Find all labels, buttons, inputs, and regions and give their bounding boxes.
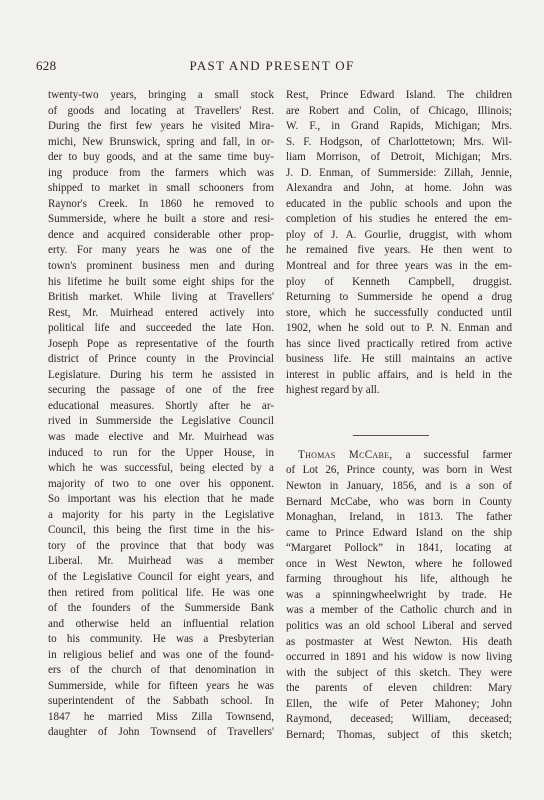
mccabe-biography: [286, 448, 512, 743]
text-line: are Robert and Colin, of Chicago, Illinois;: [286, 104, 512, 117]
text-line: farming throughout his life, although he: [286, 573, 512, 586]
text-line: Bernard McCabe, who was born in County: [286, 495, 512, 508]
text-line: Raynor's Creek. In 1860 he removed to: [48, 197, 274, 210]
text-line: der to buy goods, and at the same time buy-: [48, 151, 274, 164]
text-line: During the first few years he visited Mira-: [48, 120, 274, 133]
text-line: securing the passage of one of the free: [48, 384, 274, 397]
text-line: was a member of the Catholic church and in: [286, 604, 512, 617]
text-line: his lifetime he built some eight ships for the: [48, 275, 274, 288]
text-line: Joseph Pope as representative of the fourth: [48, 337, 274, 350]
text-line: in religious belief and was one of the found-: [48, 648, 274, 661]
text-line: majority of two to one over his opponent.: [48, 477, 274, 490]
text-line: induced to run for the Upper House, in: [48, 446, 274, 459]
first-line-rest: a successful farmer: [392, 448, 512, 461]
text-line: Rest, Prince Edward Island. The children: [286, 89, 512, 101]
text-line: 1902, when he sold out to P. N. Enman and: [286, 322, 512, 335]
muirhead-continued-text: [286, 88, 512, 399]
text-line: superintendent of the Sabbath school. In: [48, 695, 274, 708]
text-line: store, which he successfully conducted until: [286, 306, 512, 319]
text-line: completion of his studies he entered the em-: [286, 213, 512, 226]
text-line: rived in Summerside the Legislative Council: [48, 415, 274, 428]
text-line: liam Morrison, of Detroit, Michigan; Mrs.: [286, 151, 512, 164]
text-line: educational measures. Shortly after he ar-: [48, 399, 274, 412]
text-line: 1847 he married Miss Zilla Townsend,: [48, 710, 274, 723]
text-line: Summerside, where he built a store and resi-: [48, 213, 274, 226]
text-line: ing produce from the farmers which was: [48, 166, 274, 179]
text-line: daughter of John Townsend of Travellers': [48, 726, 274, 739]
text-line: British market. While living at Travellers': [48, 291, 274, 304]
text-line: educated in the public schools and upon the: [286, 197, 512, 210]
text-line: has since lived practically retired from active: [286, 337, 512, 350]
section-divider-rule: [353, 435, 429, 436]
text-line: ploy of J. A. Gourlie, druggist, with whom: [286, 228, 512, 241]
text-line: Monaghan, Ireland, in 1813. The father: [286, 511, 512, 524]
text-line: district of Prince county in the Provincial: [48, 353, 274, 366]
text-line: Raymond, deceased; William, deceased;: [286, 713, 512, 726]
text-line: Summerside, while for fifteen years he was: [48, 679, 274, 692]
text-line: was made elective and Mr. Muirhead was: [48, 431, 274, 444]
text-line: michi, New Brunswick, spring and fall, in or-: [48, 135, 274, 148]
text-line: Returning to Summerside he opend a drug: [286, 291, 512, 304]
text-line: politics was an old school Liberal and served: [286, 619, 512, 632]
text-line: erty. For many years he was one of the: [48, 244, 274, 257]
text-line: occurred in 1891 and his widow is now living: [286, 651, 512, 664]
text-line: Legislature. During his term he assisted in: [48, 368, 274, 381]
text-line: of the Legislative Council for eight years, and: [48, 570, 274, 583]
text-line: a majority for his party in the Legislative: [48, 508, 274, 521]
right-column: [286, 88, 512, 743]
text-line: Montreal and for three years was in the em-: [286, 260, 512, 273]
text-line: J. D. Enman, of Summerside: Zillah, Jennie,: [286, 166, 512, 179]
text-line: political life and succeeded the late Hon.: [48, 322, 274, 335]
text-line: of the founders of the Summerside Bank: [48, 602, 274, 615]
text-line: of goods and locating at Travellers' Rest.: [48, 104, 274, 117]
page-number: 628: [36, 58, 57, 73]
text-line: with the subject of this sketch. They were: [286, 666, 512, 679]
left-column: [48, 88, 274, 741]
text-line: and otherwise held an influential relation: [48, 617, 274, 630]
text-line: highest regard by all.: [286, 384, 380, 397]
text-line: dence and acquired considerable other prop-: [48, 228, 274, 241]
text-line: twenty-two years, bringing a small stock: [48, 89, 274, 101]
text-line: shipped to market in small schooners from: [48, 182, 274, 195]
text-line: he remained five years. He then went to: [286, 244, 512, 257]
text-line: ers of the church of that denomination in: [48, 664, 274, 677]
section-spacer: [286, 399, 512, 448]
text-line: ploy of Kenneth Campbell, druggist.: [286, 275, 512, 288]
text-line: Ellen, the wife of Peter Mahoney; John: [286, 697, 512, 710]
text-line: the parents of eleven children: Mary: [286, 682, 512, 695]
text-line: came to Prince Edward Island on the ship: [286, 526, 512, 539]
text-line: So important was his election that he made: [48, 493, 274, 506]
text-line: Rest, Mr. Muirhead entered actively into: [48, 306, 274, 319]
text-line: [286, 448, 512, 464]
text-line: then retired from political life. He was one: [48, 586, 274, 599]
text-line: W. F., in Grand Rapids, Michigan; Mrs.: [286, 120, 512, 133]
text-line: Bernard; Thomas, subject of this sketch;: [286, 728, 512, 741]
text-line: once in West Newton, where he followed: [286, 557, 512, 570]
text-line: was a spinningwheelwright by trade. He: [286, 588, 512, 601]
text-line: of Lot 26, Prince county, was born in West: [286, 464, 512, 477]
text-line: interest in public affairs, and is held in the: [286, 368, 512, 381]
text-line: town's prominent business men and during: [48, 260, 274, 273]
page-header: [36, 58, 508, 76]
text-line: Liberal. Mr. Muirhead was a member: [48, 555, 274, 568]
subject-name: Thomas McCabe,: [298, 448, 393, 461]
text-line: “Margaret Pollock” in 1841, locating at: [286, 542, 512, 555]
text-line: Newton in January, 1856, and is a son of: [286, 480, 512, 493]
running-head: PAST AND PRESENT OF: [189, 58, 355, 73]
text-line: which he was successful, being elected by a: [48, 462, 274, 475]
text-line: business life. He still maintains an active: [286, 353, 512, 366]
text-line: S. F. Hodgson, of Charlottetown; Mrs. Wil-: [286, 135, 512, 148]
text-line: Alexandra and John, at home. John was: [286, 182, 512, 195]
text-line: tory of the province that that body was: [48, 539, 274, 552]
text-line: as postmaster at West Newton. His death: [286, 635, 512, 648]
text-line: to his community. He was a Presbyterian: [48, 633, 274, 646]
text-line: Council, this being the first time in the his-: [48, 524, 274, 537]
